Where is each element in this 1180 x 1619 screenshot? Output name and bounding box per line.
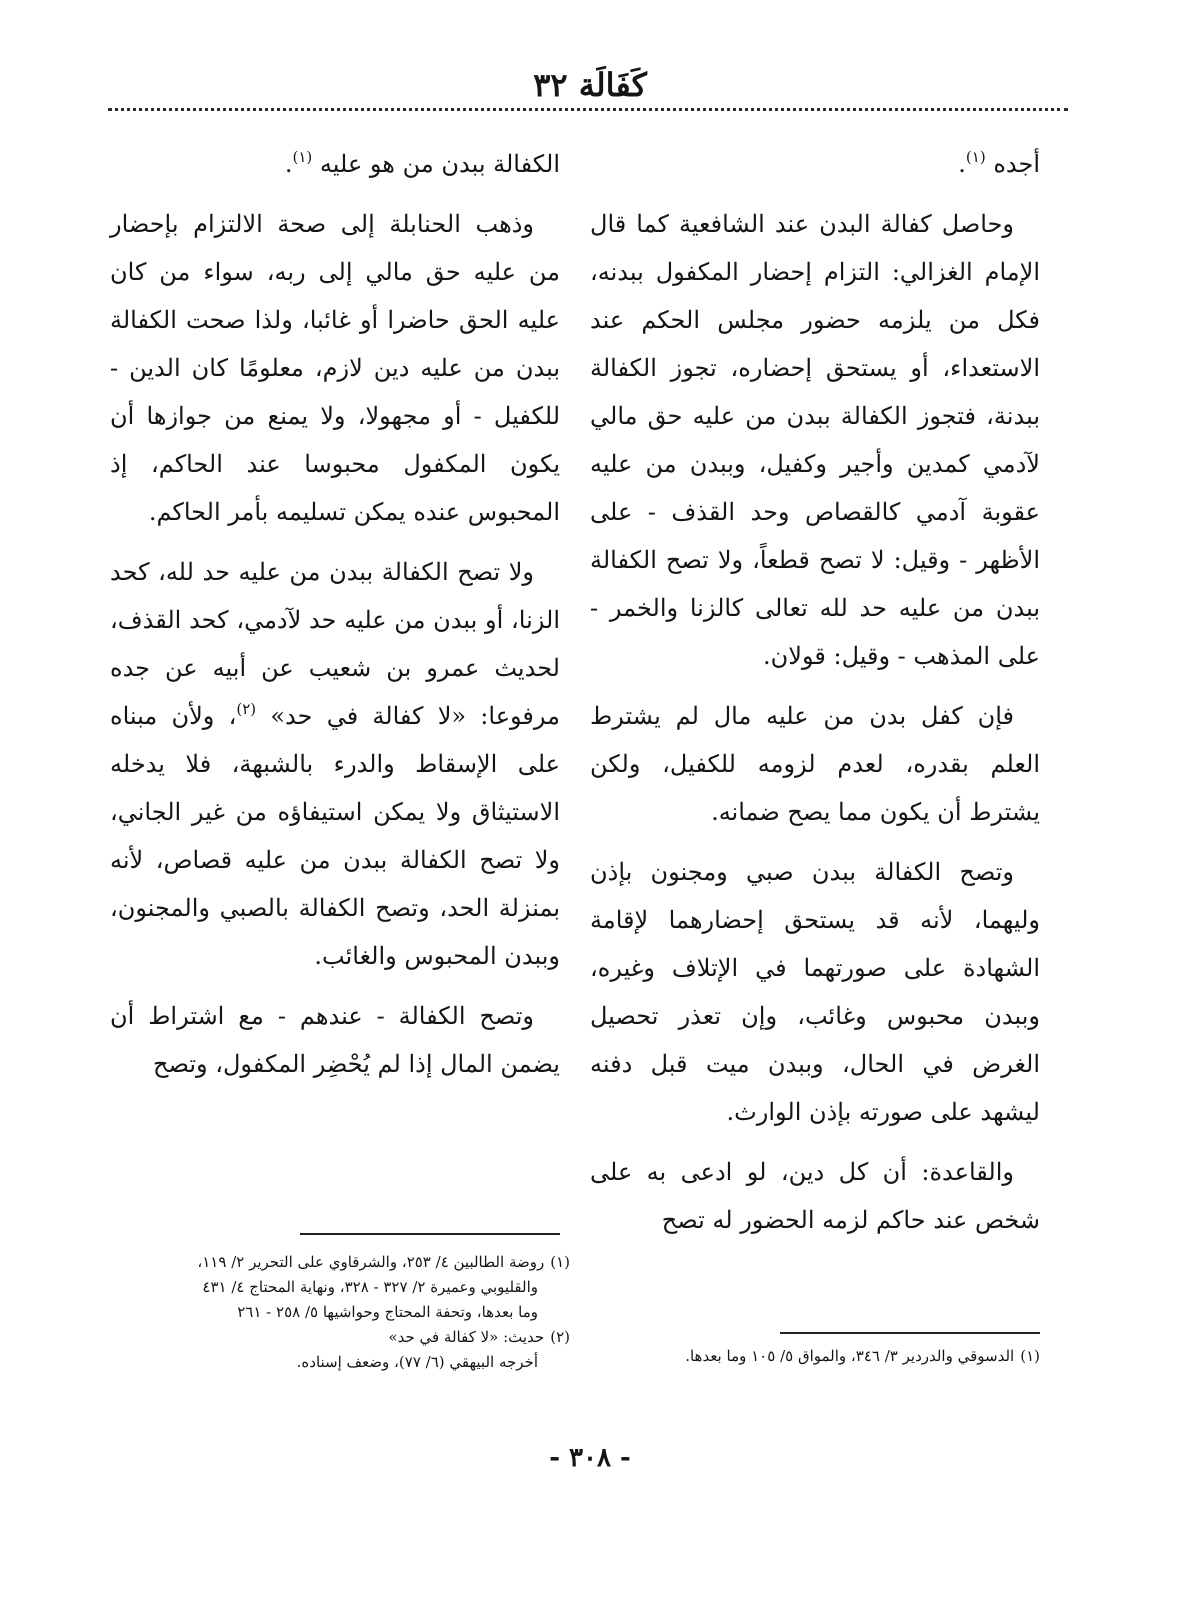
footnote: (١)الدسوقي والدردير ٣/ ٣٤٦، والمواق ٥/ ١٠٥ وما بعدها.	[685, 1347, 1040, 1365]
footnote-ref: (١)	[965, 148, 986, 166]
footnote-line: وما بعدها، وتحفة المحتاج وحواشيها ٥/ ٢٥٨ - ٢٦١	[237, 1303, 538, 1321]
paragraph: وحاصل كفالة البدن عند الشافعية كما قال الإمام الغزالي: التزام إحضار المكفول ببدنه، فكل من يلزمه حضور مجلس الحكم عند الاستعداء، أو يستحق إحضاره، تجوز الكفالة ببدنة، فتجوز الكفالة ببدن من عليه حق مالي لآدمي كمدين وأجير وكفيل، وببدن من عليه عقوبة آدمي كالقصاص وحد القذف - على الأظهر - وقيل: لا تصح قطعاً، ولا تصح الكفالة ببدن من عليه حد لله تعالى كالزنا والخمر - على المذهب - وقيل: قولان.	[590, 210, 1040, 670]
footnote-divider	[780, 1332, 1040, 1334]
footnote-divider	[300, 1233, 560, 1235]
header-title: كَفَالَة ٣٢	[533, 66, 647, 104]
paragraph: وتصح الكفالة - عندهم - مع اشتراط أن يضمن المال إذا لم يُحْضِر المكفول، وتصح	[110, 1002, 560, 1078]
page-number: - ٣٠٨ -	[549, 1443, 631, 1473]
paragraph: أجده $^{(١)}$.	[958, 148, 1040, 178]
footnote: (١)روضة الطالبين ٤/ ٢٥٣، والشرقاوي على التحرير ٢/ ١١٩،	[197, 1253, 570, 1271]
left-column	[110, 140, 560, 1100]
paragraph: فإن كفل بدن من عليه مال لم يشترط العلم بقدره، لعدم لزومه للكفيل، ولكن يشترط أن يكون مما يصح ضمانه.	[590, 702, 1040, 826]
footnote-ref: (١)	[292, 148, 313, 166]
page-header	[0, 66, 1180, 104]
header-divider	[108, 108, 1068, 111]
footnote-line: والقليوبي وعميرة ٢/ ٣٢٧ - ٣٢٨، ونهاية المحتاج ٤/ ٤٣١	[202, 1278, 538, 1296]
right-column	[590, 140, 1040, 1256]
paragraph: الكفالة ببدن من هو عليه $^{(١)}$.	[284, 148, 560, 178]
paragraph: ولا تصح الكفالة ببدن من عليه حد لله، كحد الزنا، أو ببدن من عليه حد لآدمي، كحد القذف، لحديث عمرو بن شعيب عن أبيه عن جده مرفوعا: «لا كفالة في حد» $^{(٢)}$، ولأن مبناه على الإسقاط والدرء بالشبهة، فلا يدخله الاستيثاق ولا يمكن استيفاؤه من غير الجاني، ولا تصح الكفالة ببدن من عليه قصاص، لأنه بمنزلة الحد، وتصح الكفالة بالصبي والمجنون، وببدن المحبوس والغائب.	[110, 558, 560, 970]
footnotes-left	[100, 1250, 570, 1375]
footnote: (٢)حديث: «لا كفالة في حد»	[388, 1328, 570, 1346]
footnote-line: أخرجه البيهقي (٦/ ٧٧)، وضعف إسناده.	[296, 1353, 538, 1371]
paragraph: والقاعدة: أن كل دين، لو ادعى به على شخص عند حاكم لزمه الحضور له تصح	[590, 1158, 1040, 1234]
paragraph: وتصح الكفالة ببدن صبي ومجنون بإذن وليهما، لأنه قد يستحق إحضارهما لإقامة الشهادة على صورتهما في الإتلاف وغيره، وببدن محبوس وغائب، وإن تعذر تحصيل الغرض في الحال، وببدن ميت قبل دفنه ليشهد على صورته بإذن الوارث.	[590, 858, 1040, 1126]
footnote-ref: (٢)	[236, 700, 257, 718]
paragraph: وذهب الحنابلة إلى صحة الالتزام بإحضار من عليه حق مالي إلى ربه، سواء من كان عليه الحق حاضرا أو غائبا، ولذا صحت الكفالة ببدن من عليه دين لازم، معلومًا كان الدين - للكفيل - أو مجهولا، ولا يمنع من جوازها أن يكون المكفول محبوسا عند الحاكم، إذ المحبوس عنده يمكن تسليمه بأمر الحاكم.	[110, 210, 560, 526]
footnotes-right	[570, 1344, 1040, 1369]
